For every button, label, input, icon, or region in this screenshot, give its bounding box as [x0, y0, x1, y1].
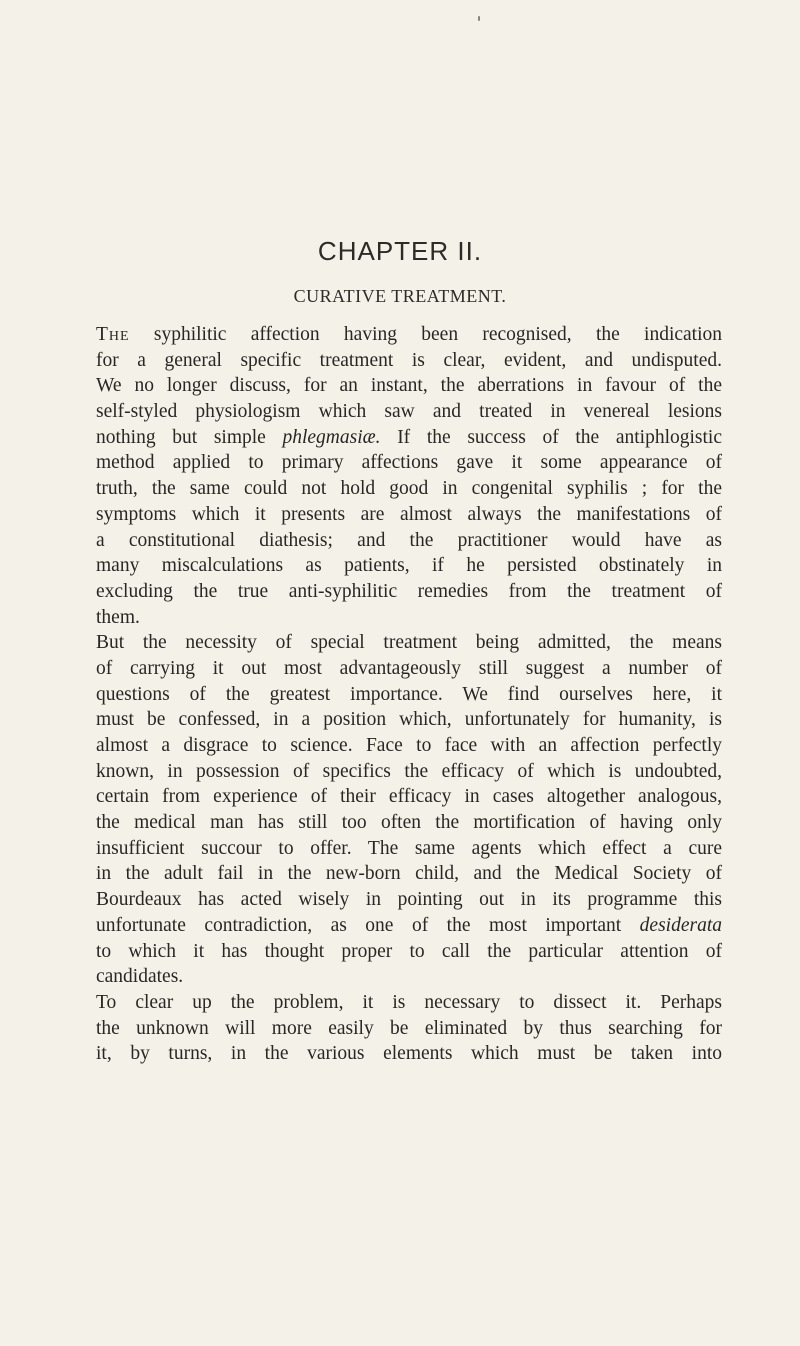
text-line	[96, 322, 722, 348]
text-line: it, by turns, in the various elements which must be taken into	[96, 1043, 722, 1065]
text-line: in the adult fail in the new-born child, and the Medical Society of	[96, 863, 722, 885]
text-line: them.	[96, 606, 140, 628]
text-line: the medical man has still too often the mortification of having only	[96, 812, 722, 834]
text-line: excluding the true anti-syphilitic remedies from the treatment of	[96, 580, 722, 602]
text-line: for a general specific treatment is clear, evident, and undisputed.	[96, 349, 722, 371]
italic-term: phlegmasiæ.	[282, 426, 381, 448]
text-line: to which it has thought proper to call the particular attention of	[96, 940, 722, 962]
text-line: To clear up the problem, it is necessary to dissect it. Perhaps	[96, 991, 722, 1013]
section-heading: CURATIVE TREATMENT.	[293, 286, 507, 306]
text-line: of carrying it out most advantageously still suggest a number of	[96, 657, 722, 679]
text-line: questions of the greatest importance. We find ourselves here, it	[96, 683, 722, 705]
text-line	[96, 425, 722, 451]
text-line	[96, 913, 722, 939]
text-line: known, in possession of specifics the efficacy of which is undoubted,	[96, 760, 722, 782]
text-line: Bourdeaux has acted wisely in pointing out in its programme this	[96, 889, 722, 911]
line-text: nothing but simple	[96, 426, 283, 448]
body-text	[96, 322, 722, 1067]
line-text: unfortunate contradiction, as one of the most important	[96, 914, 622, 936]
text-line: We no longer discuss, for an instant, the aberrations in favour of the	[96, 375, 722, 397]
text-line: a constitutional diathesis; and the practitioner would have as	[96, 529, 722, 551]
line-text: If the success of the antiphlogistic	[380, 426, 722, 448]
text-line: the unknown will more easily be eliminated by thus searching for	[96, 1017, 722, 1039]
text-line: self-styled physiologism which saw and treated in venereal lesions	[96, 401, 722, 423]
text-line: candidates.	[96, 966, 184, 988]
chapter-heading: CHAPTER II.	[317, 236, 483, 266]
text-line: insufficient succour to offer. The same agents which effect a cure	[96, 837, 722, 859]
page-speck	[478, 16, 480, 21]
text-line: But the necessity of special treatment being admitted, the means	[96, 632, 722, 654]
text-line: certain from experience of their efficacy in cases altogether analogous,	[96, 786, 722, 808]
text-line: symptoms which it presents are almost always the manifestations of	[96, 503, 722, 525]
text-line: almost a disgrace to science. Face to face with an affection perfectly	[96, 735, 722, 756]
text-line: many miscalculations as patients, if he persisted obstinately in	[96, 555, 722, 577]
line-text: syphilitic affection having been recognised, the indication	[153, 324, 722, 345]
text-line: method applied to primary affections gave it some appearance of	[96, 452, 722, 474]
text-line: must be confessed, in a position which, unfortunately for humanity, is	[96, 709, 722, 731]
text-line: truth, the same could not hold good in congenital syphilis ; for the	[96, 478, 722, 500]
lead-word: The	[96, 324, 130, 345]
italic-term: desiderata	[639, 914, 722, 936]
